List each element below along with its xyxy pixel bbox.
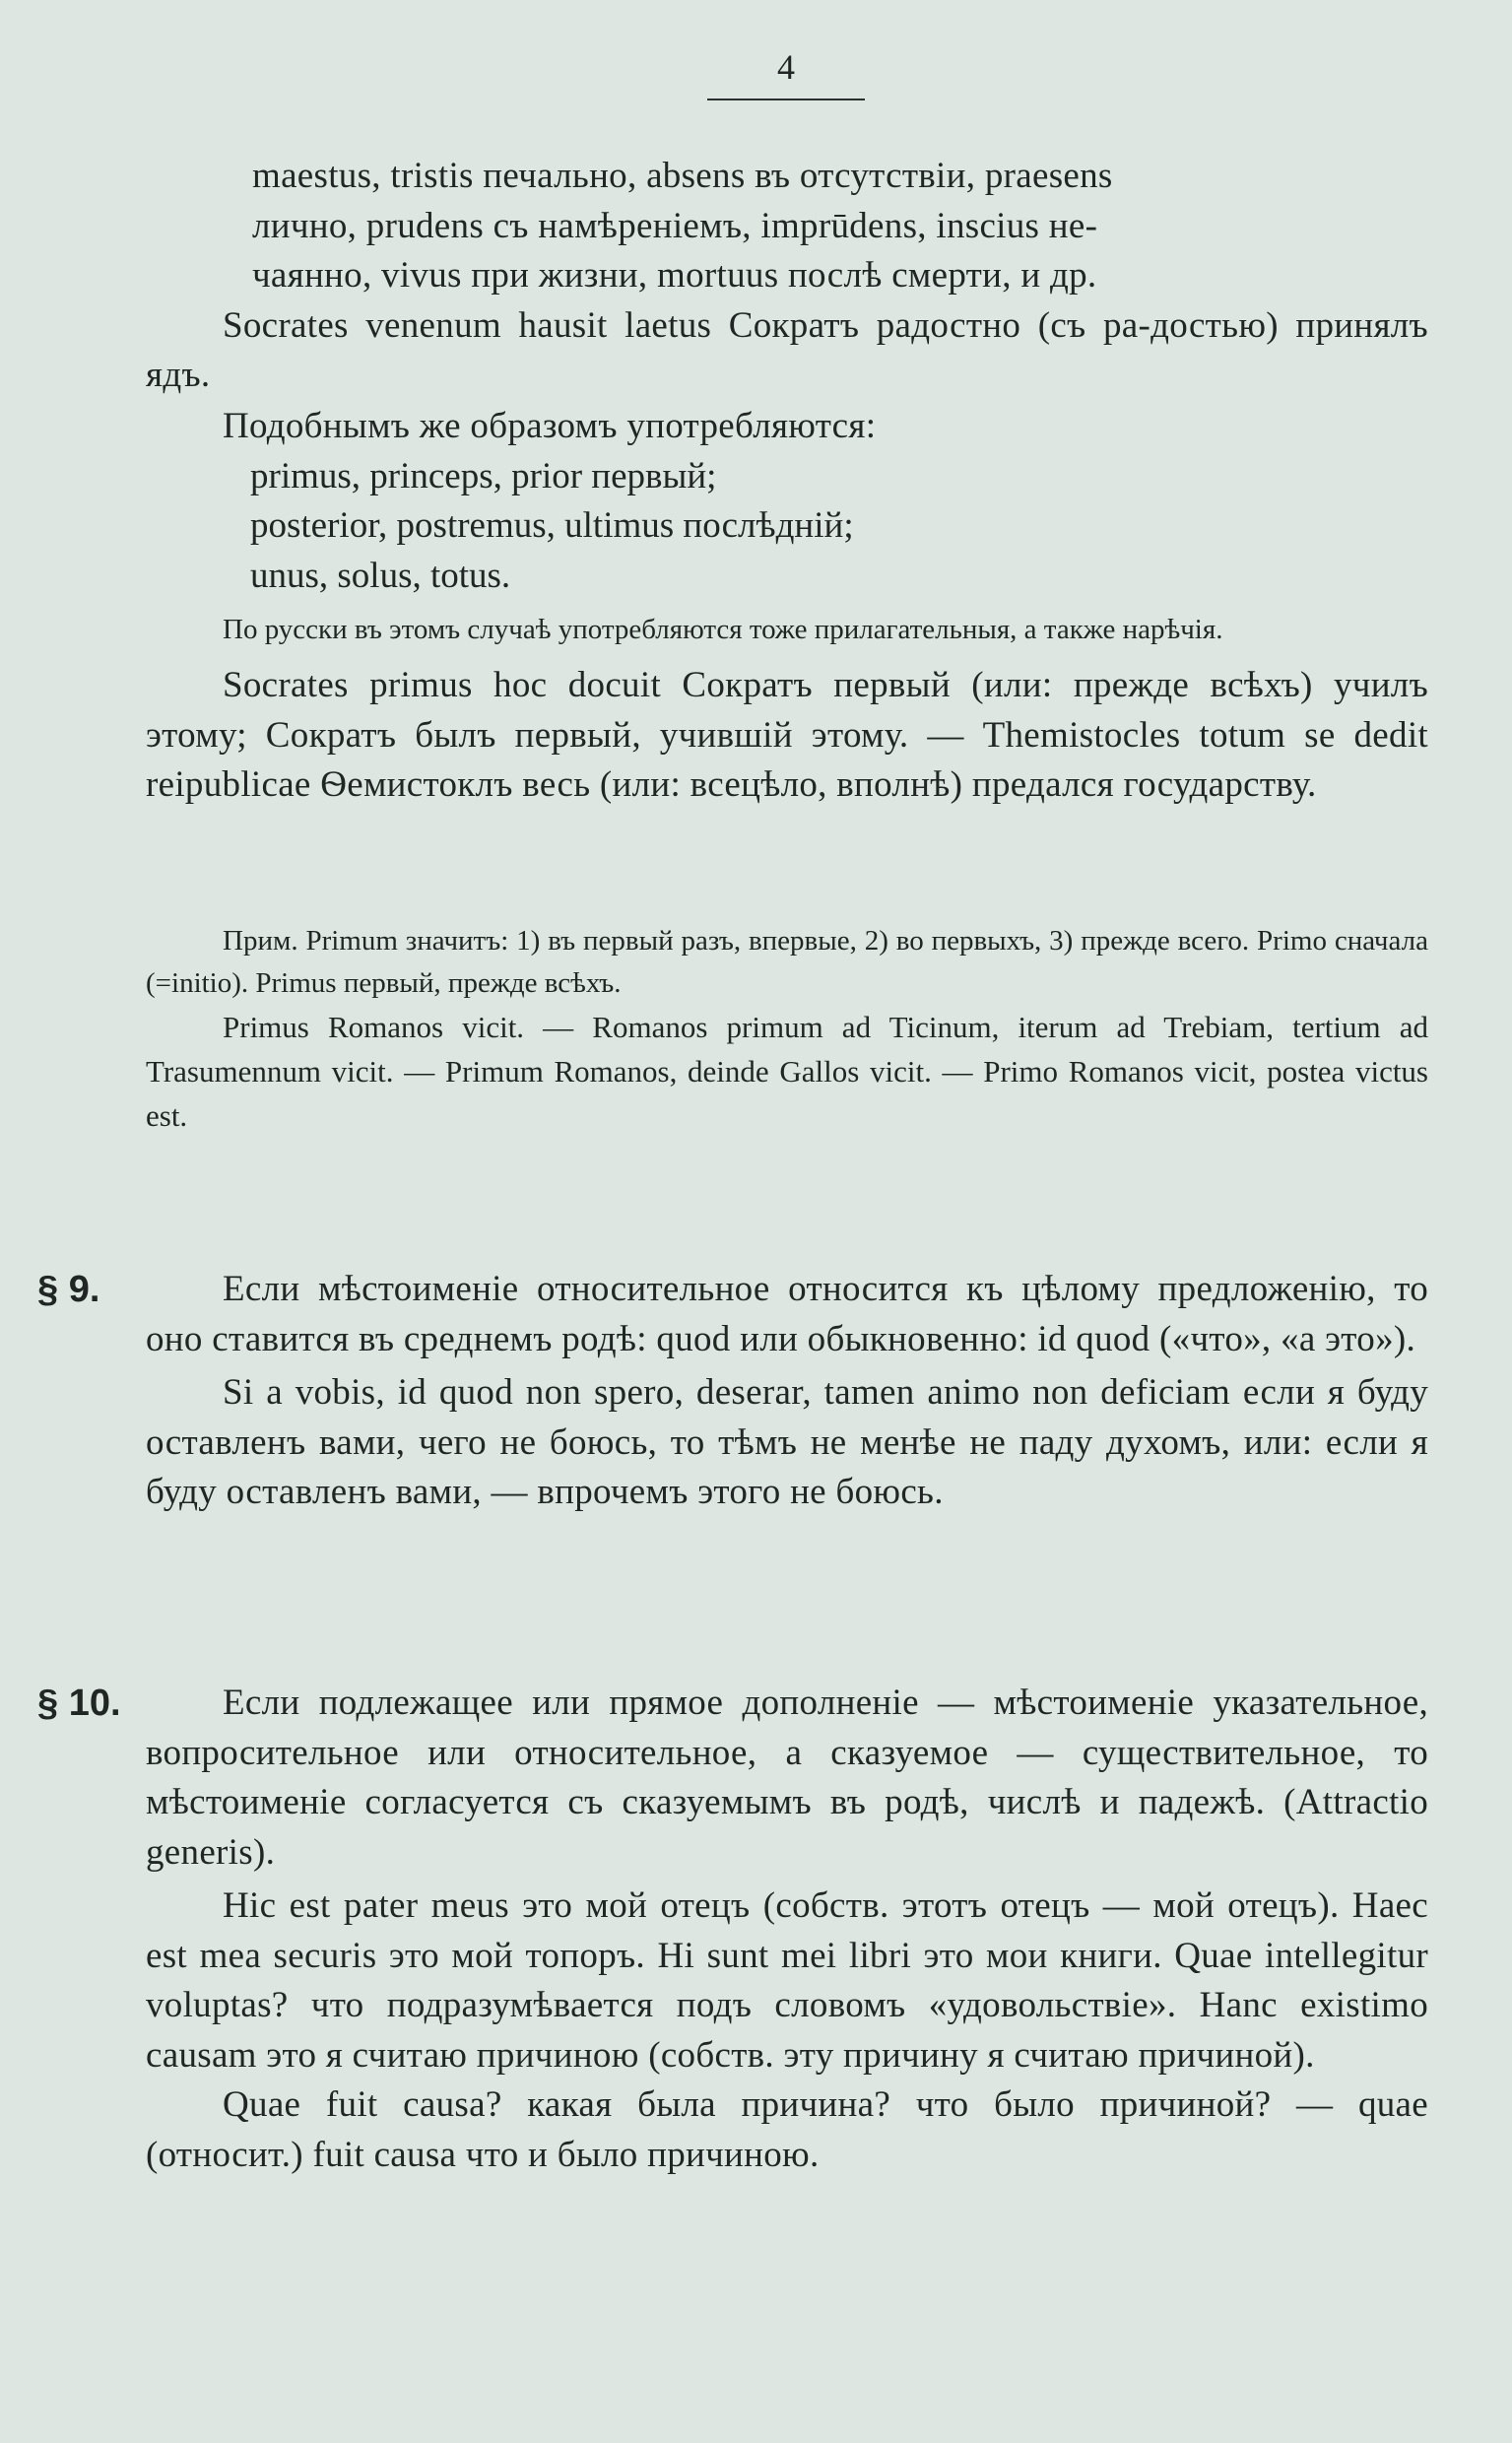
section-9-example: Si a vobis, id quod non spero, deserar, tamen animo non deficiam если я буду оставленъ вами, чего не боюсь, то тѣмъ не менѣе не паду духомъ, или: если я буду оставленъ вами, — впрочемъ этого не боюсь. (146, 1372, 1428, 1512)
list-item: primus, princeps, prior первый; (250, 455, 717, 496)
socrates-laetus-example: Socrates venenum hausit laetus Сократъ радостно (съ ра-достью) принялъ ядъ. (146, 304, 1428, 395)
page-number: 4 (777, 47, 795, 87)
section-9 (146, 1265, 1428, 1518)
adjectives-line-3: чаянно, vivus при жизни, mortuus послѣ смерти, и др. (252, 255, 1097, 296)
section-9-rule: Если мѣстоименіе относительное относится къ цѣлому предложенію, то оно ставится въ среднемъ родѣ: quod или обыкновенно: id quod («что», «а это»). (146, 1269, 1428, 1359)
primus-intro: Подобнымъ же образомъ употребляются: (223, 406, 877, 446)
section-10-example-2: Quae fuit causa? какая была причина? что было причиной? — quae (относит.) fuit causa что и было причиною. (146, 2084, 1428, 2175)
header-rule (707, 99, 865, 100)
section-10 (146, 1679, 1428, 2180)
section-9-label: § 9. (37, 1269, 100, 1310)
block-primus (146, 402, 1428, 811)
russian-note: По русски въ этомъ случаѣ употребляются тоже прилагательныя, а также нарѣчія. (223, 614, 1223, 645)
socrates-primus-example: Socrates primus hoc docuit Сократъ первый (или: прежде всѣхъ) училъ этому; Сократъ былъ первый, учившій этому. — Themistocles totum se dedit reipublicae Ѳемистоклъ весь (или: всецѣло, вполнѣ) предался государству. (146, 665, 1428, 805)
block-prim-note (146, 920, 1428, 1138)
list-item: posterior, postremus, ultimus послѣдній; (250, 505, 854, 546)
section-10-label: § 10. (37, 1683, 121, 1724)
prim-note: Прим. Primum значитъ: 1) въ первый разъ, впервые, 2) во первыхъ, 3) прежде всего. Primo сначала (=initio). Primus первый, прежде всѣхъ. (146, 925, 1428, 999)
block-adjectives (146, 152, 1428, 401)
adjectives-line-2: лично, prudens съ намѣреніемъ, imprūdens, inscius не- (252, 205, 1098, 246)
section-10-rule: Если подлежащее или прямое дополненіе — мѣстоименіе указательное, вопросительное или относительное, а сказуемое — существительное, то мѣстоименіе согласуется съ сказуемымъ въ родѣ, числѣ и падежѣ. (Attractio generis). (146, 1683, 1428, 1873)
list-item: unus, solus, totus. (250, 555, 511, 596)
adjectives-line-1: maestus, tristis печально, absens въ отсутствіи, praesens (252, 156, 1113, 196)
prim-example: Primus Romanos vicit. — Romanos primum ad Ticinum, iterum ad Trebiam, tertium ad Trasumennum vicit. — Primum Romanos, deinde Gallos vicit. — Primo Romanos vicit, postea victus est. (146, 1010, 1428, 1133)
section-10-example-1: Hic est pater meus это мой отецъ (собств. этотъ отецъ — мой отецъ). Haec est mea securis это мой топоръ. Hi sunt mei libri это мои книги. Quae intellegitur voluptas? что подразумѣвается подъ словомъ «удовольствіе». Hanc existimo causam это я считаю причиною (собств. эту причину я считаю причиной). (146, 1885, 1428, 2076)
